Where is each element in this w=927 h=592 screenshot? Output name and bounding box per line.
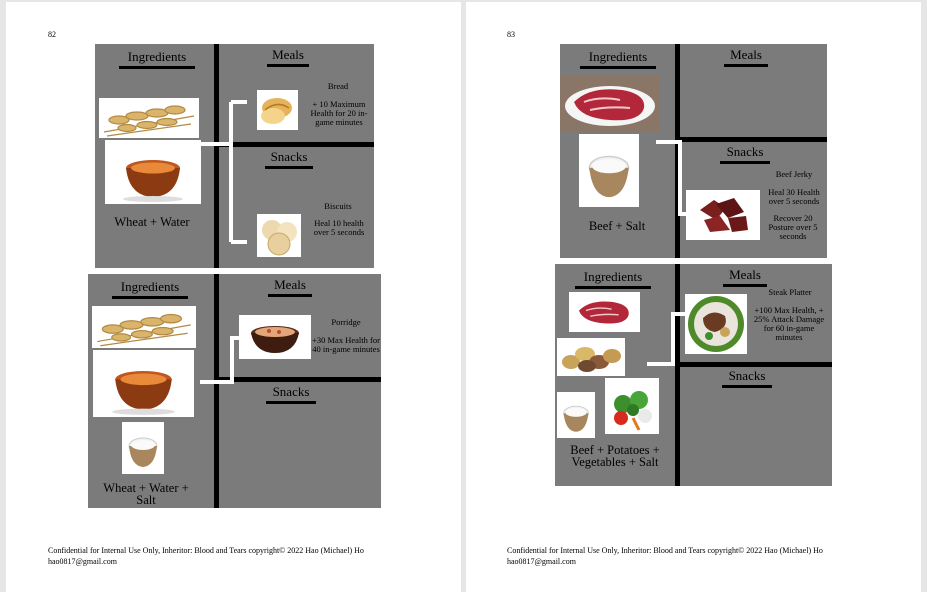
page-83	[466, 2, 921, 592]
page-82	[6, 2, 461, 592]
snack-name: Beef Jerky	[775, 169, 813, 179]
footer: Confidential for Internal Use Only, Inheritor: Blood and Tears copyright© 2022 Hao (Michael) Ho hao0817@gmail.com	[507, 546, 823, 566]
meals-header: Meals	[723, 267, 767, 287]
ingredients-label: Beef + Potatoes + Vegetables + Salt	[570, 443, 660, 469]
beef-jerky-icon	[686, 190, 760, 240]
meal-name: Porridge	[331, 317, 361, 327]
raw-beef-icon	[569, 292, 640, 332]
meals-header: Meals	[268, 277, 312, 297]
steak-platter-icon	[685, 294, 747, 354]
meals-header: Meals	[724, 47, 768, 67]
footer: Confidential for Internal Use Only, Inheritor: Blood and Tears copyright© 2022 Hao (Michael) Ho hao0817@gmail.com	[48, 546, 364, 566]
recipe-panel-wheat-water-salt	[88, 274, 381, 508]
meals-header: Meals	[267, 47, 309, 67]
meal-effect: + 10 Maximum Health for 20 in-game minutes	[310, 99, 368, 127]
vegetables-icon	[605, 378, 659, 434]
ingredients-header: Ingredients	[575, 269, 651, 289]
water-bowl-icon	[93, 350, 194, 417]
recipe-panel-steak-platter	[555, 264, 832, 486]
ingredients-label: Wheat + Water + Salt	[103, 481, 189, 507]
meal-name: Steak Platter	[768, 287, 812, 297]
connector	[645, 310, 687, 368]
potatoes-icon	[557, 338, 625, 376]
meal-name: Bread	[327, 81, 349, 91]
snack-name: Biscuits	[324, 201, 352, 211]
ingredients-label: Beef + Salt	[588, 219, 646, 233]
snacks-header: Snacks	[266, 384, 316, 404]
ingredients-header: Ingredients	[112, 279, 188, 299]
salt-bowl-icon	[579, 134, 639, 207]
meal-effect: +100 Max Health, + 25% Attack Damage for 60 in-game minutes	[753, 305, 825, 342]
ingredients-label: Wheat + Water	[114, 215, 190, 229]
wheat-icon	[92, 306, 196, 348]
wheat-icon	[99, 98, 199, 138]
porridge-icon	[239, 315, 311, 359]
page-number: 83	[507, 30, 515, 39]
bread-icon	[257, 90, 298, 130]
snacks-header: Snacks	[720, 144, 770, 164]
snack-effect: Recover 20 Posture over 5 seconds	[768, 213, 818, 241]
snacks-header: Snacks	[265, 149, 313, 169]
ingredients-header: Ingredients	[119, 49, 195, 69]
raw-beef-icon	[560, 76, 660, 132]
salt-bowl-icon	[557, 392, 595, 438]
recipe-panel-wheat-water	[95, 44, 374, 268]
salt-bowl-icon	[122, 422, 164, 474]
connector	[654, 138, 690, 218]
biscuits-icon	[257, 214, 301, 257]
snacks-header: Snacks	[722, 368, 772, 388]
recipe-panel-beef-salt	[560, 44, 827, 258]
connector	[199, 100, 249, 244]
water-bowl-icon	[105, 140, 201, 204]
snack-effect: Heal 10 health over 5 seconds	[313, 218, 365, 237]
meal-effect: +30 Max Health for 40 in-game minutes	[312, 335, 380, 354]
page-number: 82	[48, 30, 56, 39]
snack-effect: Heal 30 Health over 5 seconds	[768, 187, 820, 206]
ingredients-header: Ingredients	[580, 49, 656, 69]
